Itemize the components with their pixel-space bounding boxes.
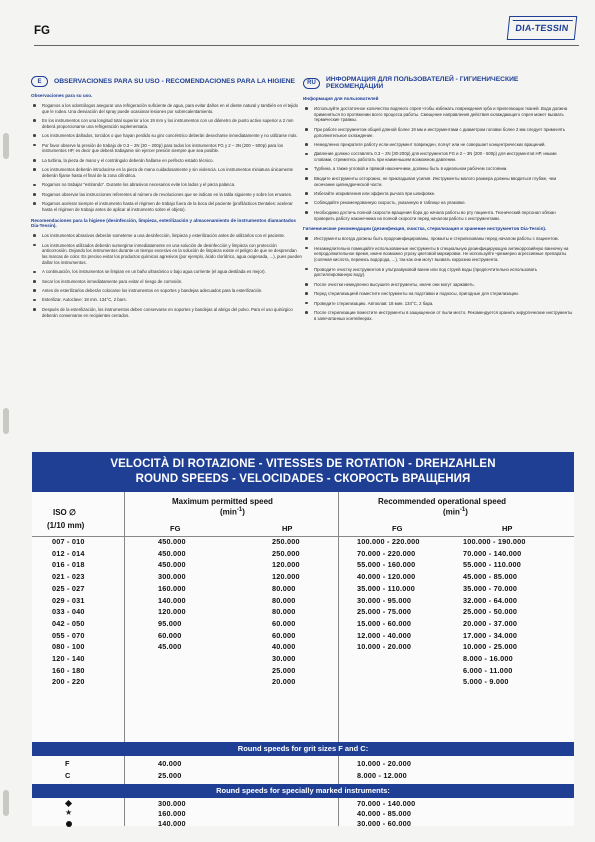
bullet-text: При работе инструментом общей длиной более 19 мм и инструментами с диаметром головки более 2 мм следует применять дополнительное охлаждение. [314,126,565,138]
bullet-text: Используйте достаточное количество водяного спрея чтобы избежать повреждения зуба и прилегающих тканей. Вода должна применяться по протяжении всего процесса работы. Смещение направления действия охлаждающего спрея может вызвать термические травмы. [314,105,568,123]
rec-hp-cell: 45.000 - 85.000 [463,572,518,582]
russian-use-item [303,191,573,197]
bullet-text: Незамедлительно помещайте использованные инструменты в специальную дезинфицирующую антикоррозийную ванночку на непродолжительное время, иначе возможно угрозу цветовой маркировки. Не используйте чрезмерно агрессивные препараты (соляная кислота, перекись водорода, ...), так как они могут вызвать коррозию инструмента. [314,245,569,263]
rec-fg-cell: 70.000 - 220.000 [357,548,416,558]
russian-use-item [303,127,573,139]
russian-section [303,76,573,325]
special-max-fg-cell: 160.000 [158,809,186,818]
spanish-use-item [31,167,303,179]
bullet-text: Los instrumentos utilizados deberán sumergirse inmediatamente en una solución de desinfección y limpieza con protección anticorrosión. Dejando los instrumentos durante un tiempo excesivo en la solución de limpieza existe el peligro de que se desprendan las marcas de color. Es preciso evitar los productos químicos agresivos (por ejemplo, ácido clorídrico, agua oxigenada, ...), pues pueden dañar los instrumentos. [42,242,302,265]
rec-fg-cell: 35.000 - 110.000 [357,583,415,593]
special-rec-fg-cell: 70.000 - 140.000 [357,799,416,808]
bullet-icon [33,159,36,162]
bullet-icon [33,308,36,311]
spanish-use-item [31,143,303,155]
bullet-text: Давление должно составлять 0.3 – 2N (30-200р) для инструментов FG и 2 – 3N (200 - 500р) для инструментов HP, иными словами, стремитесь работать при наименьшем возможном давлении. [314,151,557,163]
star-icon: ★ [65,808,73,817]
bullet-text: Немедленно прекратите работу если инструмент поврежден, погнут или не совершает концентрических вращений. [314,141,546,147]
spanish-hygiene-item [31,279,303,285]
rec-hp-cell: 32.000 - 64.000 [463,595,518,605]
max-fg-header: FG [170,524,181,533]
bullet-icon [305,283,308,286]
spanish-hygiene-item [31,269,303,275]
max-fg-cell: 300.000 [158,572,186,582]
max-hp-cell: 120.000 [272,560,300,570]
spanish-hygiene-list [31,233,303,318]
special-rows [32,798,574,830]
rec-fg-cell: 10.000 - 20.000 [357,642,412,652]
russian-title: ИНФОРМАЦИЯ ДЛЯ ПОЛЬЗОВАТЕЛЕЙ - ГИГИЕНИЧЕСКИЕ РЕКОМЕНДАЦИИ [326,76,519,90]
divider-max-rec-special [338,798,339,826]
max-hp-cell: 60.000 [272,618,296,628]
grit-rows [32,756,574,784]
bullet-text: Соблюдайте рекомендованную скорость, указанную в таблице на упаковке. [314,200,466,206]
punch-hole-middle [3,408,9,434]
spanish-use-item [31,201,303,213]
rec-hp-cell: 5.000 - 9.000 [463,677,509,687]
divider-max-rec [338,492,339,742]
bullet-icon [33,244,36,247]
divider-iso [124,492,125,742]
iso-cell: 120 - 140 [52,654,85,663]
bullet-icon [33,271,36,274]
bullet-text: Antes de esterilizarlos deberán colocarse los instrumentos en soportes y bandejas adecuados para la esterilización. [42,288,263,294]
rec-fg-cell: 12.000 - 40.000 [357,630,412,640]
iso-cell: 042 - 050 [52,618,85,628]
rec-speed-header: Recommended operational speed [378,497,507,506]
russian-hygiene-list [303,236,573,321]
rec-fg-header: FG [392,524,403,533]
header-divider [34,45,579,46]
max-fg-cell: 120.000 [158,607,186,617]
spanish-use-item [31,103,303,115]
punch-hole-top [3,133,9,159]
bullet-icon [33,168,36,171]
max-hp-cell: 80.000 [272,607,296,617]
bullet-text: Перед стерилизацией поместите инструменты на подставки и подносы, пригодные для стерилизации. [314,291,519,297]
table-title-line2: ROUND SPEEDS - VELOCIDADES - СКОРОСТЬ ВРАЩЕНИЯ [135,473,471,485]
iso-cell: 160 - 180 [52,665,85,675]
rec-hp-cell: 55.000 - 110.000 [463,560,521,570]
bullet-icon [33,119,36,122]
russian-hygiene-item [303,310,573,322]
spanish-hygiene-item [31,243,303,266]
russian-use-item [303,151,573,163]
rec-hp-cell: 25.000 - 50.000 [463,607,518,617]
special-max-fg-cell: 140.000 [158,819,186,828]
divider-max-rec-grit [338,756,339,784]
max-fg-cell: 60.000 [158,630,182,640]
iso-cell: 029 - 031 [52,595,85,605]
spanish-use-item [31,182,303,188]
iso-cell: 080 - 100 [52,642,85,652]
spanish-hygiene-item [31,288,303,294]
language-badge-es: E [31,76,48,87]
spanish-hygiene-item [31,307,303,319]
iso-unit: (1/10 mm) [47,521,85,530]
russian-hygiene-item [303,246,573,263]
bullet-icon [305,202,308,205]
rec-hp-header: HP [502,524,513,533]
grit-rec-fg-cell: 10.000 - 20.000 [357,759,412,768]
bullet-text: Esterilizar. Autoclave: 18 min. 134°C, 2 bars. [42,297,127,303]
max-hp-cell: 80.000 [272,595,296,605]
speed-rows [32,537,574,745]
bullet-icon [305,107,308,110]
iso-cell: 012 - 014 [52,548,85,558]
max-fg-cell: 450.000 [158,560,186,570]
rec-hp-cell: 17.000 - 34.000 [463,630,518,640]
max-fg-cell: 160.000 [158,583,186,593]
bullet-icon [305,292,308,295]
russian-use-item [303,176,573,188]
punch-hole-bottom [3,790,9,816]
bullet-text: Проведите стерилизацию. Автоклав: 18 мин. 134°С, 2 бара. [314,300,434,306]
special-rec-fg-cell: 30.000 - 60.000 [357,819,412,828]
bullet-text: Вводите инструменты осторожно, не прикладывая усилия. Инструменты малого размера должны вводиться глубже, чем окончание цилиндрической части. [314,175,557,187]
max-hp-cell: 30.000 [272,654,296,663]
russian-use-item [303,200,573,206]
bullet-icon [33,193,36,196]
rec-hp-cell: 70.000 - 140.000 [463,548,522,558]
iso-header: ISO ∅ [53,508,76,517]
page-code: FG [34,25,50,37]
bullet-text: En los instrumentos con una longitud total superior a los 19 mm y los instrumentos con un diámetro de punto activo superior a 2 mm deberá proporcionarse una refrigeración suplementaria. [42,117,294,129]
max-hp-cell: 250.000 [272,548,300,558]
divider-iso-grit [124,756,125,784]
spanish-use-item [31,133,303,139]
rec-hp-cell: 20.000 - 37.000 [463,618,518,628]
bullet-icon [305,192,308,195]
russian-hygiene-item [303,282,573,288]
bullet-icon [33,134,36,137]
rec-fg-cell: 100.000 - 220.000 [357,537,420,546]
bullet-text: Избегайте искривления или эффекта рычага при шлифовке. [314,191,436,197]
bullet-icon [305,128,308,131]
bullet-icon [305,168,308,171]
bullet-text: Los instrumentos deberán introducirse en la pieza de mano cuidadosamente y sin violencia. Los instrumentos miniatura únicamente deberán fijarse hasta el final de la zona cilíndrica. [42,167,294,178]
spanish-use-item [31,158,303,164]
iso-cell: 200 - 220 [52,677,85,687]
bullet-text: Инструменты всегда должны быть продезинфицированы, промыты и стерилизованы перед началом работы с пациентом. [314,236,559,242]
russian-hygiene-item [303,236,573,242]
russian-hygiene-item [303,267,573,279]
max-fg-cell: 450.000 [158,537,186,546]
grit-max-fg-cell: 25.000 [158,770,182,780]
bullet-icon [33,234,36,237]
iso-cell: 025 - 027 [52,583,85,593]
bullet-text: Rogamos no trabajar "estirando". Durante los abrasivos necesarios evite los lados y el pieza palanca. [42,182,236,188]
rec-fg-cell: 55.000 - 160.000 [357,560,416,570]
bullet-text: A continuación, los instrumentos se limpian en un baño ultrasónico o bajo agua corriente (el agua destilada es mejor). [42,269,266,275]
bullet-text: Por favor observe la presión de trabajo de 0.3 – 2N (30 – 200p) para todos los instrumentos FG y 2 – 3N (200 – 500p) para los instrumentos HP, es decir que deberá trabajarse sin ejercer presión siempre que sea posible. [42,142,284,154]
bullet-icon [305,311,308,314]
bullet-text: Secar los instrumentos inmediatamente para evitar el riesgo de corrosión. [42,278,183,284]
bullet-text: Los instrumentos abrasivos deberán someterse a una desinfección, limpieza y esterilización antes de utilizarlos con el paciente. [42,233,286,239]
max-hp-cell: 80.000 [272,583,296,593]
special-max-fg-cell: 300.000 [158,799,186,808]
bullet-text: La turbina, la pieza de mano y el contrángulo deberán hallarse en perfecto estado técnico. [42,157,214,163]
spanish-section [31,76,303,322]
table-title-line1: VELOCITÀ DI ROTAZIONE - VITESSES DE ROTATION - DREHZAHLEN [110,458,496,471]
rec-hp-cell: 35.000 - 70.000 [463,583,518,593]
spanish-use-item [31,192,303,198]
bullet-icon [33,289,36,292]
bullet-icon [33,202,36,205]
table-title [32,452,574,492]
russian-subheading-use: Информация для пользователей [303,96,379,101]
rec-fg-cell: 40.000 - 120.000 [357,572,416,582]
spanish-heading [31,76,303,87]
bullet-icon [305,247,308,250]
language-badge-ru: RU [303,78,320,89]
russian-use-item [303,166,573,172]
grit-band: Round speeds for grit sizes F and C: [32,742,574,756]
max-fg-cell: 45.000 [158,642,182,652]
russian-hygiene-item [303,291,573,297]
rec-speed-unit: $(\min^{-1})$ [443,507,468,517]
bullet-text: Необходимо достичь полной скорости вращения бора до начала работы во рту пациента. Технический персонал обязан проверить работу наконечника на полной скорости перед началом работы с инструментами. [314,209,556,221]
spanish-title: OBSERVACIONES PARA SU USO - RECOMENDACIONES PARA LA HIGIENE [54,78,296,85]
bullet-text: Los instrumentos dañados, torcidos o que hayan perdido su giro concéntrico deberán desecharse inmediatamente y no utilizarse más. [42,133,298,139]
grit-max-fg-cell: 40.000 [158,759,182,768]
russian-use-item [303,210,573,222]
max-hp-header: HP [282,524,293,533]
iso-cell: 021 - 023 [52,572,85,582]
spanish-hygiene-item [31,233,303,239]
rec-hp-cell: 10.000 - 25.000 [463,642,518,652]
bullet-text: Rogamos a los odontólogos asegurar una refrigeración suficiente de agua, para evitar daños en el diente natural y también en el tejido que le rodea. Una desviación del spray puede ocasionar lesiones por sobrecalentamiento. [42,102,299,114]
diamond-icon [65,800,72,807]
rec-fg-cell: 30.000 - 95.000 [357,595,412,605]
bullet-icon [305,268,308,271]
spanish-use-item [31,118,303,130]
iso-cell: 055 - 070 [52,630,85,640]
bullet-icon [305,237,308,240]
max-hp-cell: 120.000 [272,572,300,582]
bullet-icon [33,144,36,147]
max-hp-cell: 20.000 [272,677,296,687]
bullet-icon [33,184,36,187]
iso-cell: 033 - 040 [52,607,85,617]
russian-hygiene-item [303,301,573,307]
max-hp-cell: 25.000 [272,665,296,675]
bullet-text: Rogamos observar las instrucciones referentes al número de revoluciones que se indican en la tabla siguiente y sobre los envases. [42,191,293,197]
special-rec-fg-cell: 40.000 - 85.000 [357,809,412,818]
bullet-text: Rogamos acelerar siempre el instrumento hasta el régimen de trabajo fuera de la boca del paciente (profilácticos Dentales: acelerar hasta el régimen de trabajo antes de aplicar al instrumento sobre el objeto). [42,201,293,212]
bullet-text: Турбина, а также угловой и прямой наконечники, должны быть в идеальном рабочем состоянии. [314,166,508,172]
rec-hp-cell: 8.000 - 16.000 [463,654,513,663]
spanish-subheading-use: Observaciones para su uso. [31,93,93,98]
rec-hp-cell: 6.000 - 11.000 [463,665,513,675]
rec-fg-cell: 25.000 - 75.000 [357,607,412,617]
max-speed-header: Maximum permitted speed [172,497,273,506]
max-hp-cell: 40.000 [272,642,296,652]
max-fg-cell: 450.000 [158,548,186,558]
spanish-use-list [31,103,303,213]
bullet-icon [305,153,308,156]
grit-rec-fg-cell: 8.000 - 12.000 [357,770,407,780]
bullet-text: После очистки немедленно высушите инструменты, иначе они могут заржаветь. [314,281,475,287]
bullet-icon [33,299,36,302]
bullet-icon [305,302,308,305]
grit-label-cell: F [65,759,70,768]
max-fg-cell: 140.000 [158,595,186,605]
spanish-subheading-hygiene: Recomendaciones para la higiene (desinfección, limpieza, esterilización y almacenamiento de instrumentos diamantados Dia-Tessin). [31,217,296,229]
bullet-icon [305,143,308,146]
russian-subheading-hygiene: Гигиенические рекомендации (дезинфекция, очистка, стерилизация и хранение инструментов Dia-Tessin). [303,226,547,232]
rec-fg-cell: 15.000 - 60.000 [357,618,412,628]
bullet-icon [305,177,308,180]
bullet-icon [33,104,36,107]
divider-iso-special [124,798,125,826]
special-band: Round speeds for specially marked instruments: [32,784,574,798]
spanish-hygiene-item [31,297,303,303]
rec-hp-cell: 100.000 - 190.000 [463,537,526,546]
russian-use-list [303,106,573,222]
max-hp-cell: 60.000 [272,630,296,640]
speed-table [32,452,574,826]
iso-cell: 016 - 018 [52,560,85,570]
max-speed-unit: $(\min^{-1})$ [220,507,245,517]
max-fg-cell: 95.000 [158,618,182,628]
bullet-icon [33,280,36,283]
iso-cell: 007 - 010 [52,537,85,546]
table-header [32,492,574,537]
russian-use-item [303,106,573,123]
dia-tessin-logo: DIA-TESSIN [507,16,578,40]
circle-icon [66,821,72,827]
russian-heading [303,76,573,90]
bullet-text: Después de la esterilización, los instrumentos deben conservarse en soportes y bandejas al abrigo del polvo. Para el uso quirúrgico deberán conservarse en recipientes cerrados. [42,306,293,318]
bullet-text: Проводите очистку инструментов в ультразвуковой ванне или под струей воды (предпочтительно использовать дистиллированную воду). [314,266,538,278]
grit-label-cell: C [65,770,71,780]
russian-use-item [303,142,573,148]
max-hp-cell: 250.000 [272,537,300,546]
bullet-icon [305,211,308,214]
bullet-text: После стерилизации поместите инструменты в защищенное от пыли место. Рекомендуется хранить хирургические инструменты в запечатанных контейнерах. [314,309,573,321]
